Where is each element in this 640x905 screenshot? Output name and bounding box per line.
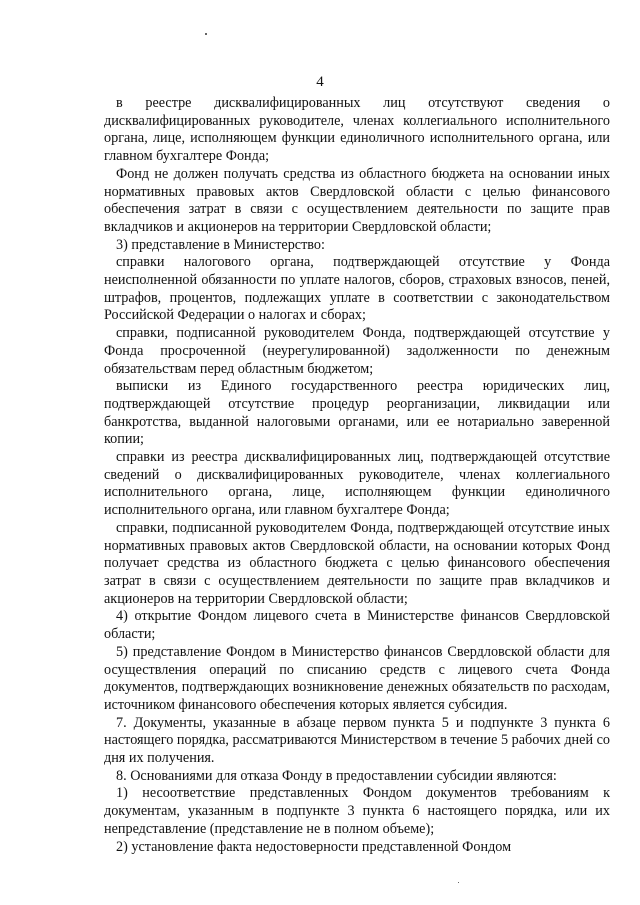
paragraph: 4) открытие Фондом лицевого счета в Министерстве финансов Свердловской области;: [104, 608, 610, 643]
paragraph: Фонд не должен получать средства из областного бюджета на основании иных нормативных правовых актов Свердловской области с целью финансового обеспечения затрат в связи с осуществлением деятельности по защите прав вкладчиков и акционеров на территории Свердловской области;: [104, 165, 610, 235]
page-number: 4: [316, 74, 324, 90]
paragraph: 5) представление Фондом в Министерство финансов Свердловской области для осуществления операций по списанию средств с лицевого счета Фонда документов, подтверждающих возникновение денежных обязательств по расходам, источником финансового обеспечения которых является субсидия.: [104, 643, 610, 713]
paragraph: выписки из Единого государственного реестра юридических лиц, подтверждающей отсутствие процедур реорганизации, ликвидации или банкротства, выданной налоговыми органами, или ее нотариально заверенной копии;: [104, 378, 610, 448]
document-body: [104, 95, 610, 856]
paragraph: справки из реестра дисквалифицированных лиц, подтверждающей отсутствие сведений о дисквалифицированных руководителе, членах коллегиального исполнительного органа, лице, исполняющем функции единоличного исполнительного органа, или главном бухгалтере Фонда;: [104, 449, 610, 519]
paragraph: 2) установление факта недостоверности представленной Фондом: [116, 838, 512, 855]
paragraph: 7. Документы, указанные в абзаце первом пункта 5 и подпункте 3 пункта 6 настоящего порядка, рассматриваются Министерством в течение 5 рабочих дней со дня их получения.: [104, 714, 610, 767]
paragraph: 8. Основаниями для отказа Фонду в предоставлении субсидии являются:: [116, 767, 557, 784]
paragraph: справки, подписанной руководителем Фонда, подтверждающей отсутствие иных нормативных правовых актов Свердловской области, на основании которых Фонд получает средства из областного бюджета с целью финансового обеспечения затрат в связи с осуществлением деятельности по защите прав вкладчиков и акционеров на территории Свердловской области;: [104, 519, 610, 607]
scan-speck: [458, 882, 459, 883]
scan-speck: [205, 33, 207, 35]
paragraph: 1) несоответствие представленных Фондом документов требованиям к документам, указанным в подпункте 3 пункта 6 настоящего порядка, или их непредставление (представление не в полном объеме);: [104, 785, 610, 837]
paragraph: в реестре дисквалифицированных лиц отсутствуют сведения о дисквалифицированных руководителе, членах коллегиального исполнительного органа, лице, исполняющем функции единоличного исполнительного органа, или главном бухгалтере Фонда;: [104, 95, 610, 165]
paragraph: справки, подписанной руководителем Фонда, подтверждающей отсутствие у Фонда просроченной (неурегулированной) задолженности по денежным обязательствам перед областным бюджетом;: [104, 325, 610, 377]
paragraph: 3) представление в Министерство:: [116, 236, 325, 253]
paragraph: справки налогового органа, подтверждающей отсутствие у Фонда неисполненной обязанности по уплате налогов, сборов, страховых взносов, пеней, штрафов, процентов, подлежащих уплате в соответствии с законодательством Российской Федерации о налогах и сборах;: [104, 254, 610, 324]
